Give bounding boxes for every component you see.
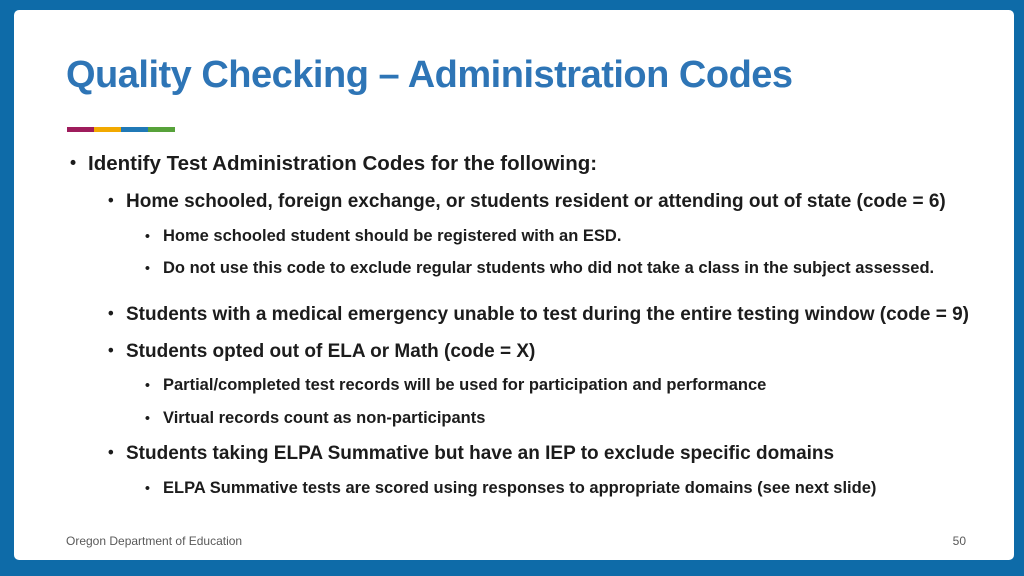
bullet-list bbox=[66, 152, 984, 498]
bullet-icon: • bbox=[108, 443, 114, 462]
bullet-icon: • bbox=[70, 152, 77, 173]
bullet-item bbox=[145, 479, 984, 498]
bullet-icon: • bbox=[145, 259, 150, 276]
bullet-text: Identify Test Administration Codes for the following: bbox=[88, 152, 598, 175]
accent-segment-orange bbox=[94, 127, 121, 132]
slide-footer bbox=[66, 534, 966, 548]
bullet-item bbox=[108, 304, 984, 326]
accent-segment-magenta bbox=[67, 127, 94, 132]
bullet-text: Students opted out of ELA or Math (code = X) bbox=[126, 340, 536, 362]
bullet-item bbox=[108, 191, 984, 213]
bullet-text: ELPA Summative tests are scored using responses to appropriate domains (see next slide) bbox=[163, 478, 877, 497]
bullet-item bbox=[108, 341, 984, 363]
bullet-text: Partial/completed test records will be used for participation and performance bbox=[163, 376, 767, 395]
bullet-icon: • bbox=[108, 191, 114, 210]
accent-segment-green bbox=[148, 127, 175, 132]
slide-title: Quality Checking – Administration Codes bbox=[66, 54, 793, 96]
slide bbox=[14, 10, 1014, 560]
page-number: 50 bbox=[952, 534, 966, 548]
bullet-text: Virtual records count as non-participants bbox=[163, 408, 486, 427]
bullet-item bbox=[145, 409, 984, 428]
bullet-text: Do not use this code to exclude regular students who did not take a class in the subject assessed. bbox=[163, 259, 935, 278]
bullet-icon: • bbox=[145, 227, 150, 244]
bullet-icon: • bbox=[108, 341, 114, 360]
accent-segment-blue bbox=[121, 127, 148, 132]
bullet-item bbox=[70, 152, 984, 176]
bullet-icon: • bbox=[145, 376, 150, 393]
bullet-text: Home schooled, foreign exchange, or students resident or attending out of state (code = 6) bbox=[126, 191, 946, 213]
bullet-item bbox=[145, 227, 984, 246]
bullet-item bbox=[145, 376, 984, 395]
bullet-text: Students taking ELPA Summative but have an IEP to exclude specific domains bbox=[126, 443, 835, 465]
bullet-icon: • bbox=[108, 304, 114, 323]
bullet-item bbox=[145, 259, 984, 278]
bullet-icon: • bbox=[145, 409, 150, 426]
bullet-item bbox=[108, 443, 984, 465]
title-accent-bar bbox=[67, 127, 175, 132]
bullet-text: Students with a medical emergency unable to test during the entire testing window (code = 9) bbox=[126, 303, 969, 325]
bullet-icon: • bbox=[145, 479, 150, 496]
bullet-text: Home schooled student should be registered with an ESD. bbox=[163, 226, 622, 245]
footer-organization: Oregon Department of Education bbox=[66, 534, 243, 548]
